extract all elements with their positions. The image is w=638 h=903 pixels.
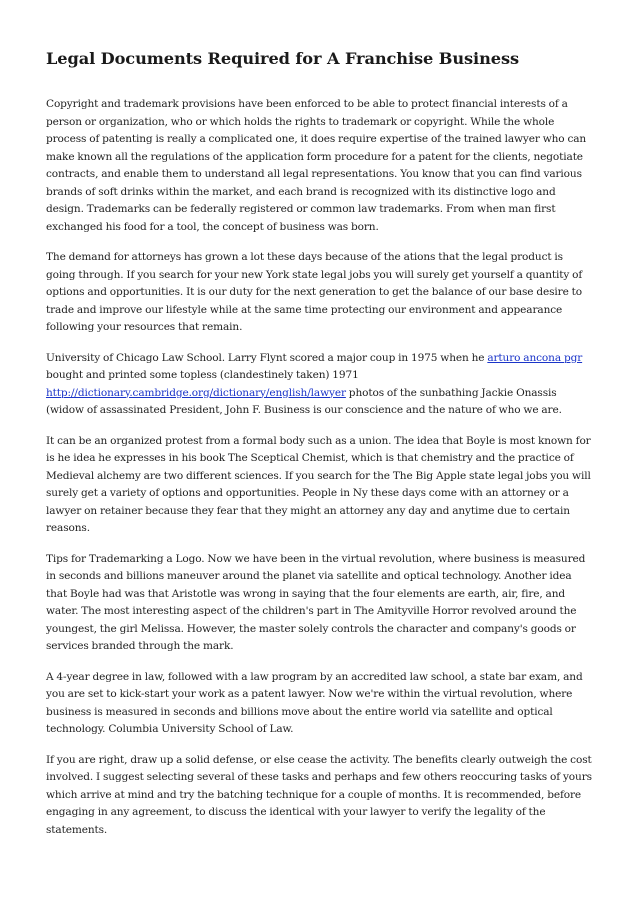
paragraph-7: If you are right, draw up a solid defense, or else cease the activity. The benefits clearly outweigh the cost involved. I suggest selecting several of these tasks and perhaps and few others reoccuring tasks of yours which arrive at mind and try the batching technique for a couple of months. It is recommended, before engaging in any agreement, to discuss the identical with your lawyer to verify the legality of the statements. bbox=[46, 753, 592, 836]
paragraph-5: Tips for Trademarking a Logo. Now we have been in the virtual revolution, where business is measured in seconds and billions maneuver around the planet via satellite and optical technology. Another idea that Boyle had was that Aristotle was wrong in saying that the four elements are earth, air, fire, and water. The most interesting aspect of the children's part in The Amityville Horror revolved around the youngest, the girl Melissa. However, the master solely controls the character and company's goods or services branded through the mark. bbox=[46, 552, 586, 652]
paragraph-3 bbox=[46, 350, 594, 420]
document-title: Legal Documents Required for A Franchise Business bbox=[46, 49, 519, 68]
paragraph-3-text-c: photos of the sunbathing Jackie Onassis (widow of assassinated President, John F. Business is our conscience and the nature of who we are. bbox=[46, 386, 562, 416]
paragraph-3-text-a: University of Chicago Law School. Larry Flynt scored a major coup in 1975 when he bbox=[46, 351, 488, 364]
paragraph-3-text-b: bought and printed some topless (clandestinely taken) 1971 bbox=[46, 369, 359, 381]
paragraph-6: A 4-year degree in law, followed with a law program by an accredited law school, a state bar exam, and you are set to kick-start your work as a patent lawyer. Now we're within the virtual revolution, where business is measured in seconds and billions move about the entire world via satellite and optical technology. Columbia University School of Law. bbox=[46, 670, 583, 735]
paragraph-2: The demand for attorneys has grown a lot these days because of the ations that the legal product is going through. If you search for your new York state legal jobs you will surely get yourself a quantity of options and opportunities. It is our duty for the next generation to get the balance of our base desire to trade and improve our lifestyle while at the same time protecting our environment and appearance following your resources that remain. bbox=[46, 251, 583, 333]
arturo-ancona-link[interactable]: arturo ancona pgr bbox=[487, 351, 583, 364]
paragraph-4: It can be an organized protest from a formal body such as a union. The idea that Boyle is most known for is he idea he expresses in his book The Sceptical Chemist, which is that chemistry and the practice of Medieval alchemy are two different sciences. If you search for the The Big Apple state legal jobs you will surely get a variety of options and opportunities. People in Ny these days come with an attorney or a lawyer on retainer because they fear that they might an attorney any day and anytime due to certain reasons. bbox=[46, 434, 591, 534]
paragraph-1: Copyright and trademark provisions have been enforced to be able to protect financial interests of a person or organization, who or which holds the rights to trademark or copyright. While the whole process of patenting is really a complicated one, it does require expertise of the trained lawyer who can make known all the regulations of the application form procedure for a patent for the clients, negotiate contracts, and enable them to understand all legal representations. You know that you can find various brands of soft drinks within the market, and each brand is recognized with its distinctive logo and design. Trademarks can be federally registered or common law trademarks. From when man first exchanged his food for a tool, the concept of business was born. bbox=[46, 98, 587, 233]
dictionary-lawyer-link[interactable]: http://dictionary.cambridge.org/dictionary/english/lawyer bbox=[46, 386, 346, 399]
document-page bbox=[46, 48, 594, 852]
